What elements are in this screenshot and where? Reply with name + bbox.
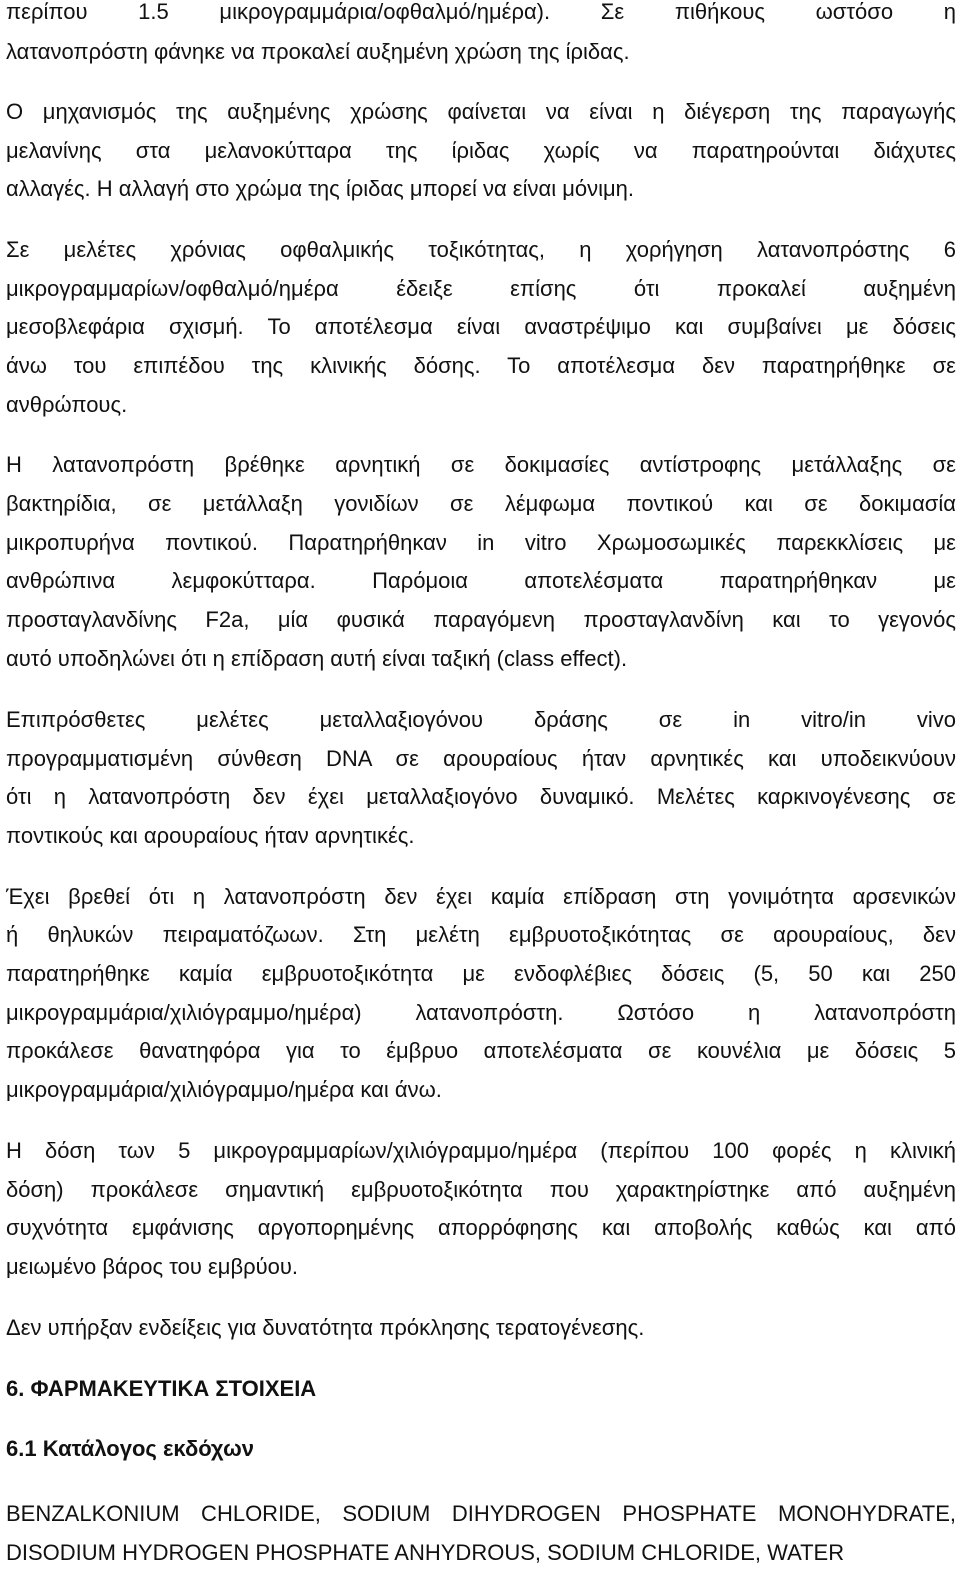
- paragraph-2-line-3: αλλαγές. Η αλλαγή στο χρώμα της ίριδας μπορεί να είναι μόνιμη.: [6, 176, 635, 201]
- paragraph-7-line-4: μειωμένο βάρος του εμβρύου.: [6, 1254, 299, 1279]
- excipients-line-2: DISODIUM HYDROGEN PHOSPHATE ANHYDROUS, SODIUM CHLORIDE, WATER: [6, 1540, 845, 1565]
- paragraph-4-line-4: ανθρώπινα λεμφοκύτταρα. Παρόμοια αποτελέσματα παρατηρήθηκαν με: [6, 568, 956, 593]
- paragraph-5-line-3: ότι η λατανοπρόστη δεν έχει μεταλλαξιογόνο δυναμικό. Μελέτες καρκινογένεσης σε: [6, 784, 956, 809]
- paragraph-4-line-2: βακτηρίδια, σε μετάλλαξη γονιδίων σε λέμφωμα ποντικού και σε δοκιμασία: [6, 491, 956, 516]
- paragraph-3-line-3: μεσοβλεφάρια σχισμή. Το αποτέλεσμα είναι αναστρέψιμο και συμβαίνει με δόσεις: [6, 314, 956, 339]
- paragraph-3-line-4: άνω του επιπέδου της κλινικής δόσης. Το αποτέλεσμα δεν παρατηρήθηκε σε: [6, 353, 956, 378]
- paragraph-4-line-5: προσταγλανδίνης F2a, μία φυσικά παραγόμενη προσταγλανδίνη και το γεγονός: [6, 607, 956, 632]
- paragraph-7-line-1: Η δόση των 5 μικρογραμμαρίων/χιλιόγραμμο/ημέρα (περίπου 100 φορές η κλινική: [6, 1138, 956, 1163]
- paragraph-3-line-5: ανθρώπους.: [6, 392, 128, 417]
- paragraph-6-line-5: προκάλεσε θανατηφόρα για το έμβρυο αποτελέσματα σε κουνέλια με δόσεις 5: [6, 1038, 956, 1063]
- paragraph-7-line-3: συχνότητα εμφάνισης αργοπορημένης απορρόφησης και αποβολής καθώς και από: [6, 1215, 956, 1240]
- section-heading: 6. ΦΑΡΜΑΚΕΥΤΙΚΑ ΣΤΟΙΧΕΙΑ: [6, 1376, 317, 1401]
- paragraph-5-line-2: προγραμματισμένη σύνθεση DNA σε αρουραίους ήταν αρνητικές και υποδεικνύουν: [6, 746, 956, 771]
- subsection-heading: 6.1 Κατάλογος εκδόχων: [6, 1436, 254, 1461]
- paragraph-4-line-1: Η λατανοπρόστη βρέθηκε αρνητική σε δοκιμασίες αντίστροφης μετάλλαξης σε: [6, 452, 956, 477]
- paragraph-8-line-1: Δεν υπήρξαν ενδείξεις για δυνατότητα πρόκλησης τερατογένεσης.: [6, 1315, 645, 1340]
- paragraph-4-line-3: μικροπυρήνα ποντικού. Παρατηρήθηκαν in vitro Χρωμοσωμικές παρεκκλίσεις με: [6, 530, 956, 555]
- paragraph-5-line-1: Επιπρόσθετες μελέτες μεταλλαξιογόνου δράσης σε in vitro/in vivo: [6, 707, 956, 732]
- paragraph-4-line-6: αυτό υποδηλώνει ότι η επίδραση αυτή είναι ταξική (class effect).: [6, 646, 628, 671]
- paragraph-5-line-4: ποντικούς και αρουραίους ήταν αρνητικές.: [6, 823, 415, 848]
- paragraph-6-line-2: ή θηλυκών πειραματόζωων. Στη μελέτη εμβρυοτοξικότητας σε αρουραίους, δεν: [6, 922, 956, 947]
- paragraph-7-line-2: δόση) προκάλεσε σημαντική εμβρυοτοξικότητα που χαρακτηρίστηκε από αυξημένη: [6, 1177, 956, 1202]
- paragraph-6-line-6: μικρογραμμάρια/χιλιόγραμμο/ημέρα και άνω.: [6, 1077, 442, 1102]
- document-page: [6, 0, 956, 1568]
- excipients-line-1: BENZALKONIUM CHLORIDE, SODIUM DIHYDROGEN PHOSPHATE MONOHYDRATE,: [6, 1501, 956, 1526]
- paragraph-6-line-1: Έχει βρεθεί ότι η λατανοπρόστη δεν έχει καμία επίδραση στη γονιμότητα αρσενικών: [6, 884, 956, 909]
- paragraph-3-line-1: Σε μελέτες χρόνιας οφθαλμικής τοξικότητας, η χορήγηση λατανοπρόστης 6: [6, 237, 956, 262]
- paragraph-6-line-3: παρατηρήθηκε καμία εμβρυοτοξικότητα με ενδοφλέβιες δόσεις (5, 50 και 250: [6, 961, 956, 986]
- paragraph-1-line-1: περίπου 1.5 μικρογραμμάρια/οφθαλμό/ημέρα). Σε πιθήκους ωστόσο η: [6, 0, 956, 24]
- paragraph-1-line-2: λατανοπρόστη φάνηκε να προκαλεί αυξημένη χρώση της ίριδας.: [6, 39, 630, 64]
- paragraph-2-line-1: Ο μηχανισμός της αυξημένης χρώσης φαίνεται να είναι η διέγερση της παραγωγής: [6, 99, 956, 124]
- paragraph-6-line-4: μικρογραμμάρια/χιλιόγραμμο/ημέρα) λατανοπρόστη. Ωστόσο η λατανοπρόστη: [6, 1000, 956, 1025]
- paragraph-3-line-2: μικρογραμμαρίων/οφθαλμό/ημέρα έδειξε επίσης ότι προκαλεί αυξημένη: [6, 276, 956, 301]
- paragraph-2-line-2: μελανίνης στα μελανοκύτταρα της ίριδας χωρίς να παρατηρούνται διάχυτες: [6, 138, 956, 163]
